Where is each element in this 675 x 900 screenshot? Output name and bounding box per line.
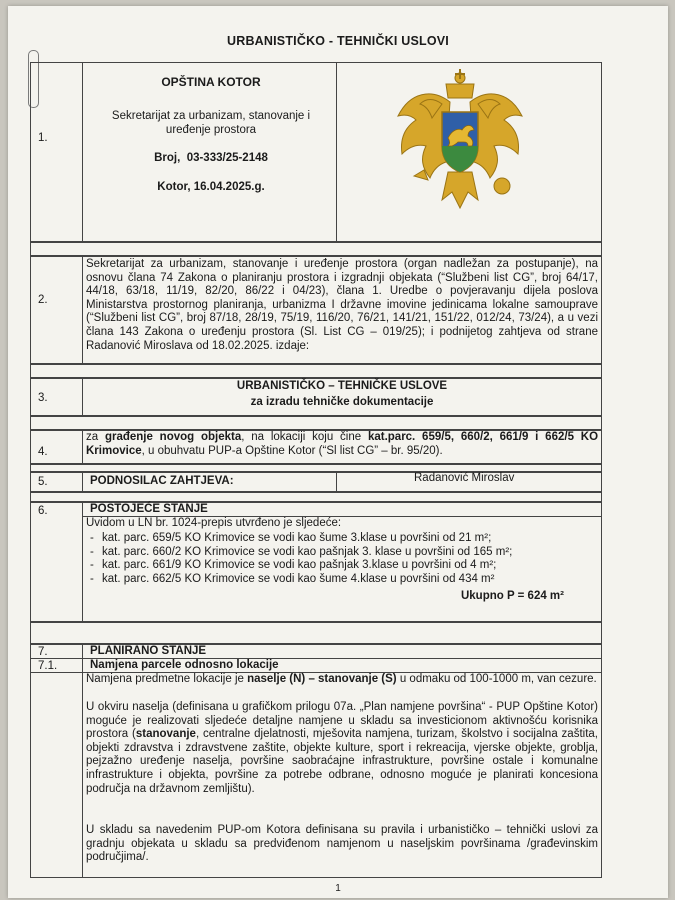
secretariat-line2: uređenje prostora — [165, 124, 257, 136]
spacer-row-1 — [30, 242, 602, 256]
document-page — [8, 6, 668, 898]
spacer-row-4 — [30, 464, 602, 472]
section-7-1-title: Namjena parcele odnosno lokacije — [90, 659, 279, 671]
parcel-list — [88, 532, 596, 586]
spacer-row-3 — [30, 416, 602, 430]
legal-basis-text: Sekretarijat za urbanizam, stanovanje i uređenje prostora (organ nadležan za postupanje), na osnovu člana 74 Zakona o planiranju prostora i izgradnji objekata (“Službeni list CG”, broj 64/17, 44/18, 63/18, 11/19, 82/20, 86/22 i 04/23), člana 1. Uredbe o povjeravanju dijela poslova Ministarstva prostornog planiranja, urbanizma I državne imovine jedinicama lokalne samouprave (“Službeni list CG”, broj 87/18, 28/19, 75/19, 116/20, 76/21, 141/21, 151/22, 012/24, 73/24), a u vezi člana 143 Zakona o uređenju prostora (Sl. List CG – 019/25); i podnijetog zahtjeva od strane Radanović Miroslava od 18.02.2025. izdaje: — [86, 258, 598, 352]
total-area: Ukupno P = 624 m² — [460, 590, 564, 602]
section-6-title: POSTOJEĆE STANJE — [90, 503, 208, 515]
p2-pre: U okviru naselja (definisana u grafičkom prilogu 07a. „Plan namjene površina“ - PUP Opštine Kotor) moguće je realizovati sljedeće detaljne namjene u skladu sa investicionom aktivnošću korisnika prostora ( — [86, 701, 598, 741]
parcel-item: - kat. parc. 660/2 KO Krimovice se vodi kao pašnjak 3. klase u površini od 165 m²; — [88, 546, 596, 560]
spacer-row-5 — [30, 492, 602, 502]
p1-pre: Namjena predmetne lokacije je — [86, 673, 248, 685]
p2-post: , centralne djelatnosti, mješovita namjena, turizam, školstvo i socijalna zaštita, objekti zdravstva i zdravstvene zaštite, objekte kulture, sport i rekreacija, vjerske objekte, groblja, pejzažno uređenje naselja, površine saobraćajne infrastrukture, površine ostale i komunalne infrastrukture i objekta, površine za potrebe odbrane, odnosno moguće je planirati koncesiona područja na državnom zemljištu). — [86, 728, 598, 795]
parcel-item: - kat. parc. 659/5 KO Krimovice se vodi kao šume 3.klase u površini od 21 m²; — [88, 532, 596, 546]
section-3-subtitle: za izradu tehničke dokumentacije — [250, 396, 434, 408]
row-number-7: 7. — [38, 646, 48, 658]
document-title: URBANISTIČKO - TEHNIČKI USLOVI — [227, 34, 449, 48]
row-number-6: 6. — [38, 505, 48, 517]
place-date: Kotor, 16.04.2025.g. — [157, 181, 265, 193]
row-number-4: 4. — [38, 446, 48, 458]
number-label: Broj — [154, 152, 178, 164]
applicant-label: PODNOSILAC ZAHTJEVA: — [90, 475, 234, 487]
section-7-paragraph-1 — [86, 673, 598, 687]
page-number: 1 — [335, 883, 341, 894]
p2-bold: stanovanje — [135, 728, 196, 741]
row-number-5: 5. — [38, 476, 48, 488]
p1-post: u odmaku od 100-1000 m, van cezure. — [396, 673, 597, 685]
s4-bold2: kat.parc. 659/5, 660/2, 661/9 i 662/5 KO Krimovice — [86, 431, 599, 457]
montenegro-coat-of-arms-icon — [392, 68, 528, 218]
section-7-paragraph-3: U skladu sa navedenim PUP-om Kotora definisana su pravila i urbanističko – tehnički uslovi za gradnju objekata u skladu sa predviđenom namjenom u naseljskim površinama /građevinskim područjima/. — [86, 824, 598, 864]
section-6-intro: Uvidom u LN br. 1024-prepis utvrđeno je sljedeće: — [86, 517, 342, 529]
section-4-text — [86, 431, 598, 458]
section-3-title: URBANISTIČKO – TEHNIČKE USLOVE — [236, 380, 448, 392]
s4-mid: , na lokaciji koju čine — [241, 431, 368, 443]
number-value: 03-333/25-2148 — [186, 152, 268, 164]
s4-pre: za — [86, 431, 105, 443]
p1-bold: naselje (N) – stanovanje (S) — [247, 673, 397, 685]
spacer-row-2 — [30, 364, 602, 378]
spacer-row-6 — [30, 622, 602, 644]
applicant-value: Radanović Miroslav — [414, 472, 515, 484]
row-number-2: 2. — [38, 294, 48, 306]
row-number-1: 1. — [38, 132, 48, 144]
municipality-name: OPŠTINA KOTOR — [161, 75, 261, 89]
parcel-item: - kat. parc. 661/9 KO Krimovice se vodi kao pašnjak 3.klase u površini od 4 m²; — [88, 559, 596, 573]
s4-post: , u obuhvatu PUP-a Opštine Kotor (“Sl list CG” – br. 95/20). — [141, 444, 443, 457]
document-number: Broj, 03-333/25-2148 — [154, 152, 268, 164]
row-number-7-1: 7.1. — [38, 660, 58, 672]
parcel-item: - kat. parc. 662/5 KO Krimovice se vodi kao šume 4.klase u površini od 434 m² — [88, 573, 596, 587]
s4-bold1: građenje novog objekta — [104, 431, 242, 443]
secretariat-line1: Sekretarijat za urbanizam, stanovanje i — [111, 110, 311, 122]
section-7-paragraph-2 — [86, 701, 598, 796]
row-number-3-label: 3. — [38, 392, 48, 404]
section-7-title: PLANIRANO STANJE — [90, 645, 207, 657]
